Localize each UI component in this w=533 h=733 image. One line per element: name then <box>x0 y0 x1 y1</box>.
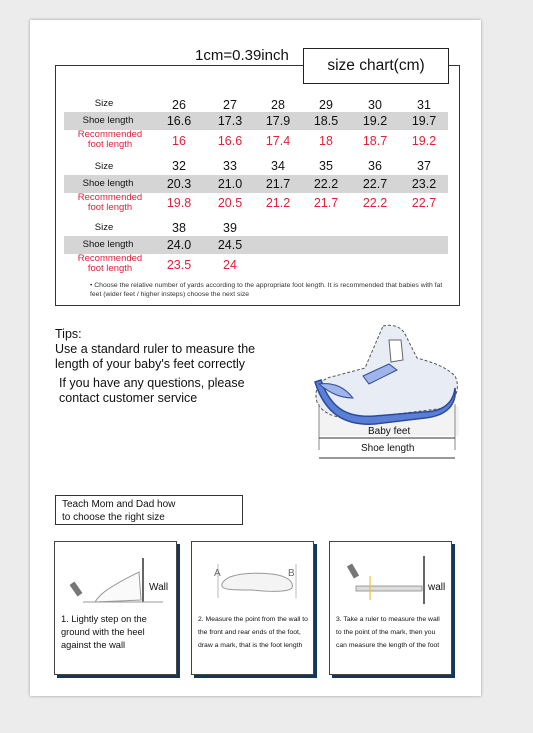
shoe-length-cell: 22.7 <box>362 177 388 191</box>
shoe-length-cell: 22.2 <box>313 177 339 191</box>
step-card-1 <box>54 541 177 675</box>
ruler-icon <box>70 582 83 597</box>
shoe-illustration <box>305 318 465 463</box>
size-cell: 32 <box>172 159 186 173</box>
foot-length-cell: 21.2 <box>265 196 291 210</box>
step-card-3 <box>329 541 452 675</box>
foot-length-cell: 23.5 <box>166 258 192 272</box>
size-cell: 31 <box>417 98 431 112</box>
recommended-foot-length-label: Recommended foot length <box>77 192 143 213</box>
tips-line: Use a standard ruler to measure the <box>55 342 256 356</box>
size-cell: 28 <box>271 98 285 112</box>
teach-box <box>55 495 243 525</box>
point-b-label: B <box>288 568 295 579</box>
step-text: 3. Take a ruler to measure the wall to the point of the mark, then you can measure the length of the foot <box>336 616 440 649</box>
step1-illustration <box>55 542 176 612</box>
shoe-length-cell: 17.9 <box>265 114 291 128</box>
shoe-length-cell: 17.3 <box>217 114 243 128</box>
shoe-length-cell: 21.0 <box>217 177 243 191</box>
step3-illustration <box>330 542 451 612</box>
step-card-2 <box>191 541 314 675</box>
foot-length-cell: 22.7 <box>411 196 437 210</box>
baby-feet-label: Baby feet <box>368 426 411 437</box>
size-cell: 34 <box>271 159 285 173</box>
shoe-length-cell: 21.7 <box>265 177 291 191</box>
ruler-icon <box>356 586 422 591</box>
step-text: 1. Lightly step on the ground with the heel against the wall <box>61 614 147 650</box>
foot-length-cell: 21.7 <box>313 196 339 210</box>
size-chart-title: size chart(cm) <box>303 48 449 84</box>
foot-length-cell: 20.5 <box>217 196 243 210</box>
pen-icon <box>347 563 359 578</box>
shoe-length-cell: 23.2 <box>411 177 437 191</box>
foot-icon <box>95 572 141 602</box>
recommended-foot-length-label: Recommended foot length <box>77 253 143 274</box>
size-note: • Choose the relative number of yards according to the appropriate foot length. It is recommended that babies with fat feet (wider feet / higher insteps) choose the next size <box>90 282 443 298</box>
size-cell: 29 <box>319 98 333 112</box>
size-label: Size <box>94 222 114 233</box>
shoe-length-cell: 20.3 <box>166 177 192 191</box>
size-cell: 38 <box>172 221 186 235</box>
size-cell: 35 <box>319 159 333 173</box>
wall-label: wall <box>428 582 446 593</box>
tips-line: If you have any questions, please <box>59 376 245 390</box>
point-a-label: A <box>214 568 221 579</box>
foot-length-cell: 17.4 <box>265 134 291 148</box>
teach-line: Teach Mom and Dad how <box>62 499 176 510</box>
foot-length-cell: 19.2 <box>411 134 437 148</box>
shoe-length-cell: 19.7 <box>411 114 437 128</box>
size-cell: 36 <box>368 159 382 173</box>
foot-length-cell: 19.8 <box>166 196 192 210</box>
foot-length-cell: 18.7 <box>362 134 388 148</box>
conversion-note: 1cm=0.39inch <box>195 47 289 64</box>
foot-length-cell: 16 <box>172 134 186 148</box>
foot-length-cell: 16.6 <box>217 134 243 148</box>
tips-line: length of your baby's feet correctly <box>55 357 245 371</box>
footprint-icon <box>222 573 293 591</box>
size-label: Size <box>94 161 114 172</box>
foot-length-cell: 18 <box>319 134 333 148</box>
shoe-length-label: Shoe length <box>82 239 134 250</box>
foot-length-cell: 24 <box>223 258 237 272</box>
tips-section <box>55 327 255 406</box>
shoe-length-label: Shoe length <box>82 178 134 189</box>
tips-line: contact customer service <box>59 391 198 405</box>
shoe-length-cell: 24.5 <box>217 238 243 252</box>
shoe-length-label: Shoe length <box>82 115 134 126</box>
wall-label: Wall <box>149 582 169 593</box>
shoe-length-cell: 24.0 <box>166 238 192 252</box>
shoe-length-cell: 18.5 <box>313 114 339 128</box>
shoe-length-cell: 16.6 <box>166 114 192 128</box>
size-cell: 27 <box>223 98 237 112</box>
size-cell: 39 <box>223 221 237 235</box>
size-cell: 37 <box>417 159 431 173</box>
size-label: Size <box>94 98 114 109</box>
size-cell: 30 <box>368 98 382 112</box>
foot-length-cell: 22.2 <box>362 196 388 210</box>
shoe-length-cell: 19.2 <box>362 114 388 128</box>
recommended-foot-length-label: Recommended foot length <box>77 129 143 150</box>
shoe-length-caption: Shoe length <box>361 443 415 454</box>
teach-line: to choose the right size <box>62 512 165 523</box>
tips-heading: Tips: <box>55 327 82 341</box>
step-text: 2. Measure the point from the wall to the front and rear ends of the foot, draw a mark, that is the foot length <box>198 616 308 649</box>
size-cell: 26 <box>172 98 186 112</box>
tongue-icon <box>389 340 403 362</box>
size-cell: 33 <box>223 159 237 173</box>
